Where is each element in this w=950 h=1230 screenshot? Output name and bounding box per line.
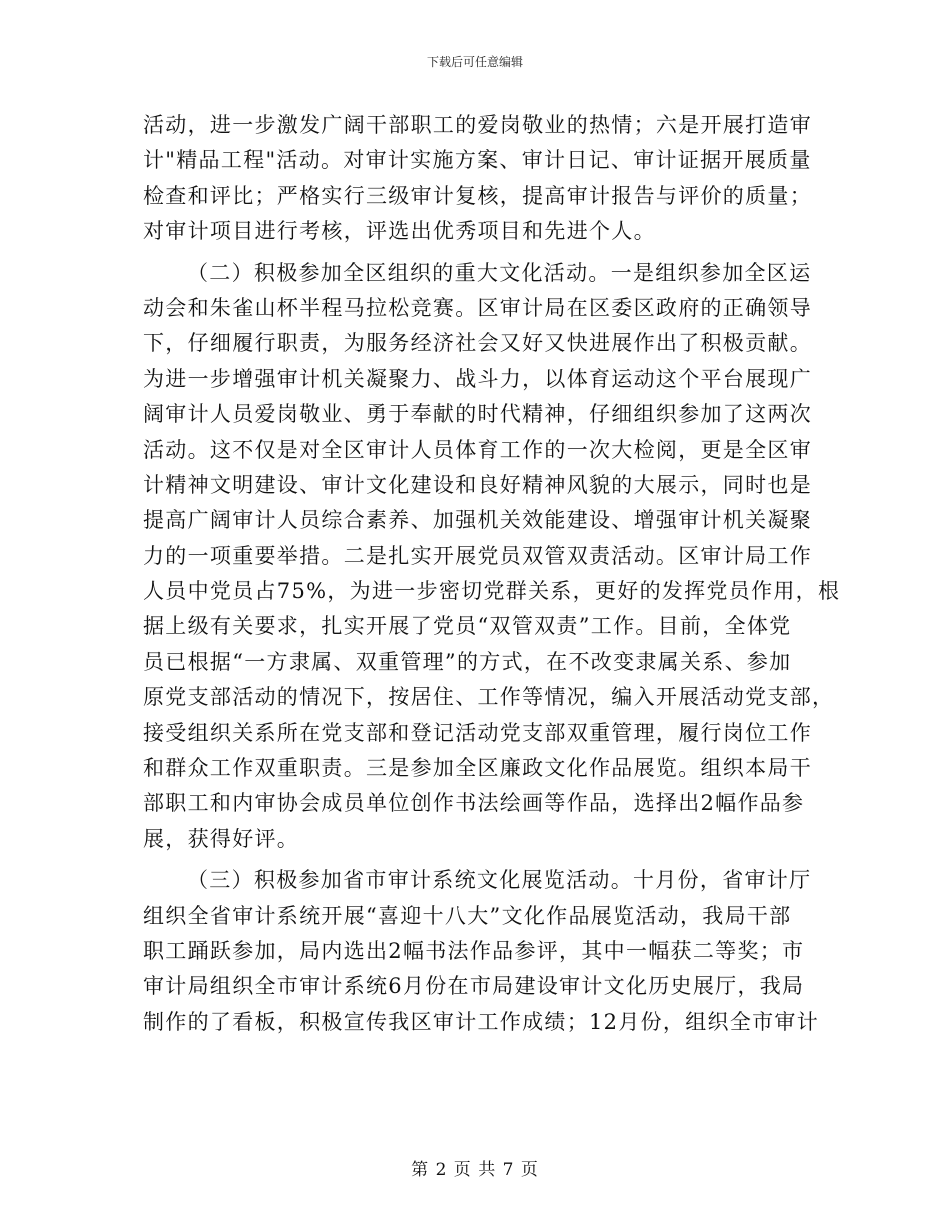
paragraph-line: 力的一项重要举措。二是扎实开展党员双管双责活动。区审计局工作 xyxy=(143,543,812,568)
paragraph-line: 据上级有关要求，扎实开展了党员“双管双责”工作。目前，全体党 xyxy=(143,614,792,639)
paragraph-line: 组织全省审计系统开展“喜迎十八大”文化作品展览活动，我局干部 xyxy=(143,903,792,928)
paragraph-line: 部职工和内审协会成员单位创作书法绘画等作品，选择出2幅作品参 xyxy=(143,791,805,816)
document-body xyxy=(143,108,841,1040)
paragraph-line: 审计局组织全市审计系统6月份在市局建设审计文化历史展厅，我局 xyxy=(143,974,805,999)
paragraph-line: 原党支部活动的情况下，按居住、工作等情况，编入开展活动党支部， xyxy=(143,685,835,710)
paragraph-line: 动会和朱雀山杯半程马拉松竞赛。区审计局在区委区政府的正确领导 xyxy=(143,295,812,320)
paragraph-line: 活动。这不仅是对全区审计人员体育工作的一次大检阅，更是全区审 xyxy=(143,437,812,462)
paragraph-line: 为进一步增强审计机关凝聚力、战斗力，以体育运动这个平台展现广 xyxy=(143,366,812,391)
paragraph-line: 制作的了看板，积极宣传我区审计工作成绩；12月份，组织全市审计 xyxy=(143,1009,820,1034)
paragraph-line: 检查和评比；严格实行三级审计复核，提高审计报告与评价的质量； xyxy=(143,183,812,208)
header-note: 下载后可任意编辑 xyxy=(426,55,523,69)
paragraph-line: （二）积极参加全区组织的重大文化活动。一是组织参加全区运 xyxy=(187,260,812,285)
paragraph-3 xyxy=(143,863,820,1040)
paragraph-line: 下，仔细履行职责，为服务经济社会又好又快进展作出了积极贡献。 xyxy=(143,331,812,356)
paragraph-line: 活动，进一步激发广阔干部职工的爱岗敬业的热情；六是开展打造审 xyxy=(143,113,812,137)
paragraph-2 xyxy=(143,256,841,858)
paragraph-line: 计"精品工程"活动。对审计实施方案、审计日记、审计证据开展质量 xyxy=(143,148,812,173)
paragraph-line: 员已根据“一方隶属、双重管理”的方式，在不改变隶属关系、参加 xyxy=(143,649,792,674)
paragraph-line: 和群众工作双重职责。三是参加全区廉政文化作品展览。组织本局干 xyxy=(143,756,812,781)
paragraph-line: 计精神文明建设、审计文化建设和良好精神风貌的大展示，同时也是 xyxy=(143,472,812,497)
paragraph-line: （三）积极参加省市审计系统文化展览活动。十月份，省审计厅 xyxy=(187,868,812,893)
paragraph-line: 提高广阔审计人员综合素养、加强机关效能建设、增强审计机关凝聚 xyxy=(143,508,812,533)
paragraph-line: 人员中党员占75%，为进一步密切党群关系，更好的发挥党员作用，根 xyxy=(143,579,841,604)
paragraph-line: 对审计项目进行考核，评选出优秀项目和先进个人。 xyxy=(143,219,656,244)
paragraph-line: 职工踊跃参加，局内选出2幅书法作品参评，其中一幅获二等奖；市 xyxy=(143,938,805,963)
paragraph-line: 阔审计人员爱岗敬业、勇于奉献的时代精神，仔细组织参加了这两次 xyxy=(143,402,812,427)
paragraph-1 xyxy=(143,108,812,250)
paragraph-line: 接受组织关系所在党支部和登记活动党支部双重管理，履行岗位工作 xyxy=(143,720,812,745)
page-number: 第 2 页 共 7 页 xyxy=(411,1160,539,1180)
paragraph-line: 展，获得好评。 xyxy=(143,826,300,851)
